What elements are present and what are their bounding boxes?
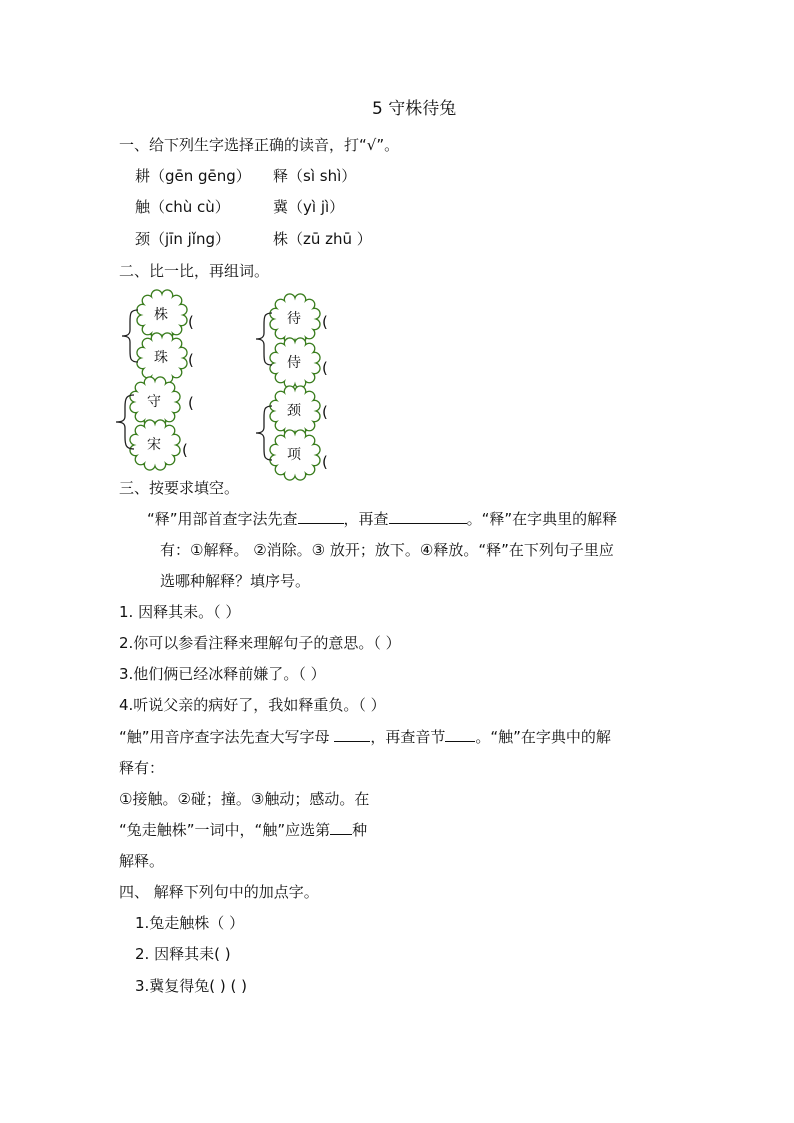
brace-icon	[120, 308, 140, 364]
section-1-heading: 一、给下列生字选择正确的读音，打“√”。	[119, 136, 400, 154]
compare-char: 待	[287, 311, 301, 327]
blank-line[interactable]	[330, 820, 352, 835]
sentence-item: 3.他们俩已经冰释前嫌了。（ ）	[119, 665, 326, 683]
blank-line[interactable]	[445, 727, 475, 742]
pinyin-item: 冀（yì jì）	[273, 198, 345, 216]
section-2-heading: 二、比一比，再组词。	[119, 262, 270, 280]
chu-text-d: “兔走触株”一词中，“触”应选第	[119, 821, 331, 839]
compare-char: 守	[147, 394, 161, 410]
shi-text-a: “释”用部首查字法先查	[147, 510, 298, 528]
chu-text-a: “触”用音序查字法先查大写字母	[119, 728, 335, 746]
shi-text-b: ，再查	[343, 510, 389, 528]
shi-text-c: 。“释”在字典里的解释	[466, 510, 618, 528]
pinyin-item: 株（zū zhū ）	[273, 230, 372, 248]
chu-paragraph-line-5: 解释。	[119, 852, 165, 870]
chu-paragraph-line-2: 释有：	[119, 759, 165, 777]
section-4-heading: 四、 解释下列句中的加点字。	[119, 883, 319, 901]
shi-paragraph-line-2: 有：①解释。 ②消除。③ 放开；放下。④释放。“释”在下列句子里应	[160, 541, 614, 559]
section-3-heading: 三、按要求填空。	[119, 479, 240, 497]
compare-char: 宋	[147, 437, 161, 453]
pinyin-item: 颈（jīn jǐng）	[135, 230, 230, 248]
brace-icon	[254, 311, 274, 367]
compare-char: 株	[154, 307, 168, 323]
chu-text-e: 种	[352, 821, 368, 839]
blank-line[interactable]	[298, 509, 344, 524]
pinyin-item: 触（chù cù）	[135, 198, 230, 216]
sentence-item: 2.你可以参看注释来理解句子的意思。（ ）	[119, 634, 401, 652]
compare-char: 侍	[287, 355, 301, 371]
blank-line[interactable]	[334, 727, 370, 742]
blank-line[interactable]	[389, 509, 467, 524]
page-title: 5 守株待兔	[372, 99, 457, 119]
shi-paragraph-line-3: 选哪种解释？填序号。	[160, 572, 311, 590]
answer-paren[interactable]: (	[322, 403, 328, 421]
compare-char: 颈	[287, 403, 301, 419]
answer-paren[interactable]: (	[188, 394, 194, 412]
explain-item: 1.兔走触株（ ）	[135, 914, 245, 932]
compare-char: 项	[287, 447, 301, 463]
pinyin-item: 耕（gēn gēng）	[135, 167, 251, 185]
pinyin-item: 释（sì shì）	[273, 167, 357, 185]
compare-char: 珠	[154, 350, 168, 366]
sentence-item: 1. 因释其耒。（ ）	[119, 603, 241, 621]
brace-icon	[254, 404, 274, 462]
chu-paragraph-line-1	[119, 727, 611, 747]
chu-paragraph-line-4	[119, 820, 367, 840]
answer-paren[interactable]: (	[322, 359, 328, 377]
answer-paren[interactable]: (	[182, 441, 188, 459]
answer-paren[interactable]: (	[322, 453, 328, 471]
answer-paren[interactable]: (	[188, 351, 194, 369]
answer-paren[interactable]: (	[322, 313, 328, 331]
brace-icon	[114, 393, 136, 451]
shi-paragraph-line-1	[147, 509, 617, 529]
chu-text-c: 。“触”在字典中的解	[475, 728, 611, 746]
chu-text-b: ，再查音节	[370, 728, 446, 746]
answer-paren[interactable]: (	[188, 313, 194, 331]
sentence-item: 4.听说父亲的病好了，我如释重负。（ ）	[119, 696, 386, 714]
chu-paragraph-line-3: ①接触。②碰；撞。③触动；感动。在	[119, 790, 370, 808]
explain-item: 3.冀复得兔( ) ( )	[135, 977, 248, 995]
explain-item: 2. 因释其耒( )	[135, 945, 231, 963]
